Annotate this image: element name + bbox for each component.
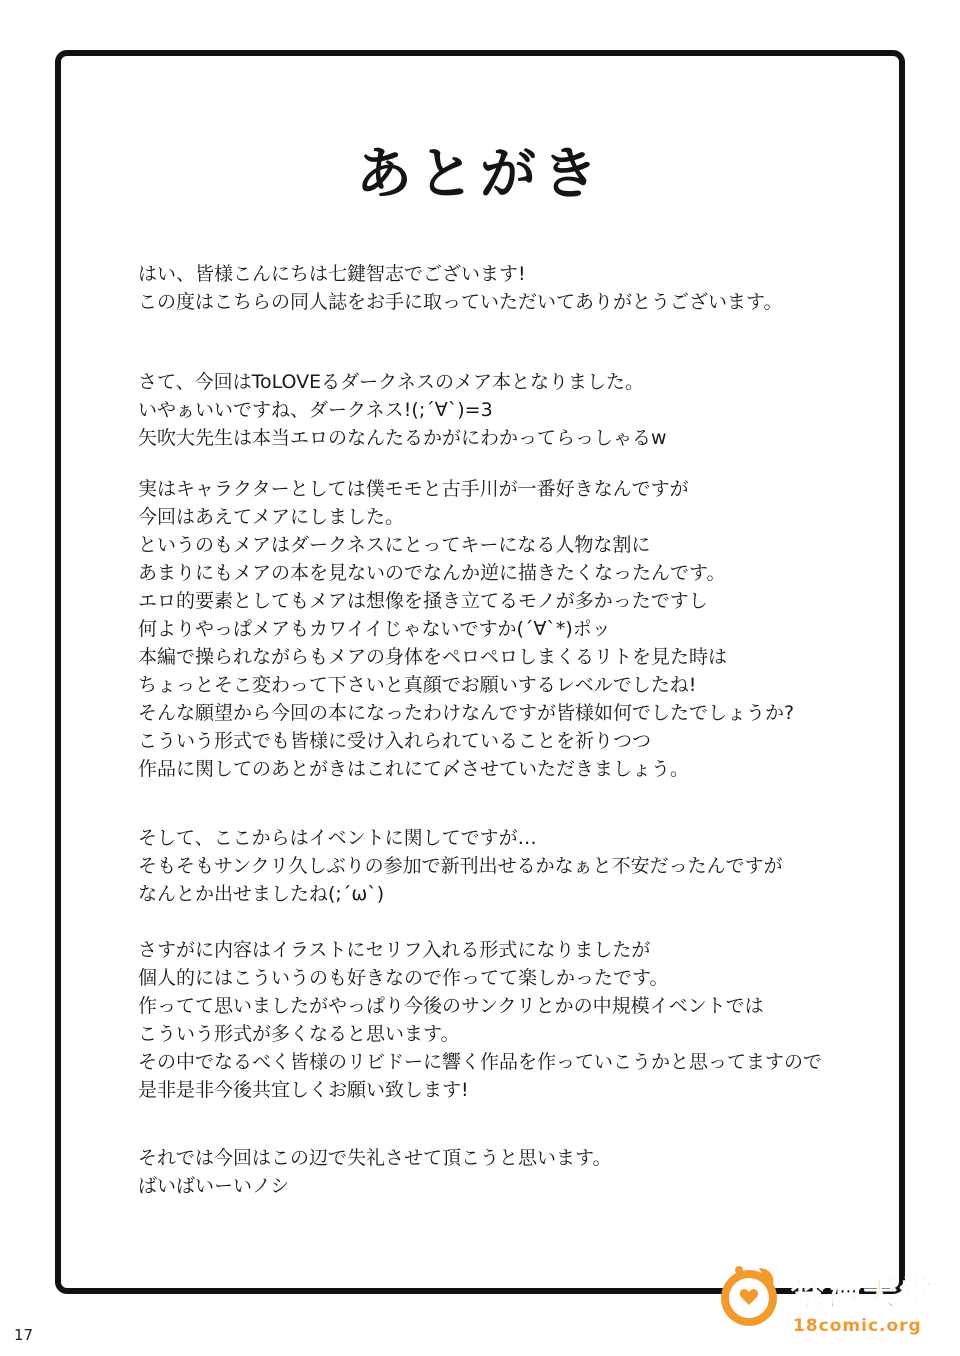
watermark-logo-icon	[715, 1262, 783, 1330]
page-frame	[55, 50, 905, 1294]
text-line: あまりにもメアの本を見ないのでなんか逆に描きたくなったんです。	[138, 562, 726, 584]
text-line: 是非是非今後共宜しくお願い致します!	[138, 1079, 469, 1101]
text-line: 作ってて思いましたがやっぱり今後のサンクリとかの中規模イベントでは	[138, 995, 764, 1017]
text-line: そして、ここからはイベントに関してですが…	[138, 827, 537, 849]
watermark-title: 禁漫天堂	[791, 1274, 935, 1314]
text-line: この度はこちらの同人誌をお手に取っていただいてありがとうございます。	[138, 291, 783, 313]
text-line: 実はキャラクターとしては僕モモと古手川が一番好きなんですが	[138, 478, 689, 500]
text-line: エロ的要素としてもメアは想像を掻き立てるモノが多かったですし	[138, 590, 708, 612]
text-line: ちょっとそこ変わって下さいと真顔でお願いするレベルでしたね!	[138, 674, 697, 696]
text-line: そもそもサンクリ久しぶりの参加で新刊出せるかなぁと不安だったんですが	[138, 855, 783, 877]
text-line: 作品に関してのあとがきはこれにて〆させていただきましょう。	[138, 758, 690, 780]
text-line: ばいばいーいノシ	[138, 1175, 290, 1197]
text-line: さすがに内容はイラストにセリフ入れる形式になりましたが	[138, 939, 651, 961]
text-line: こういう形式でも皆様に受け入れられていることを祈りつつ	[138, 730, 652, 752]
text-line: 今回はあえてメアにしました。	[138, 506, 405, 528]
text-line: さて、今回はToLOVEるダークネスのメア本となりました。	[138, 371, 644, 393]
page-title: あとがき	[356, 141, 604, 207]
watermark-subtitle: 18comic.org	[793, 1316, 922, 1336]
page-number: 17	[14, 1326, 34, 1344]
text-line: こういう形式が多くなると思います。	[138, 1023, 460, 1045]
text-line: そんな願望から今回の本になったわけなんですが皆様如何でしたでしょうか?	[138, 702, 795, 724]
watermark	[713, 1240, 953, 1350]
text-line: 個人的にはこういうのも好きなので作ってて楽しかったです。	[138, 967, 669, 989]
text-line: 何よりやっぱメアもカワイイじゃないですか(´∀`*)ポッ	[138, 618, 611, 640]
text-line: はい、皆様こんにちは七鍵智志でございます!	[138, 263, 526, 285]
text-line: それでは今回はこの辺で失礼させて頂こうと思います。	[138, 1147, 612, 1169]
text-line: 矢吹大先生は本当エロのなんたるかがにわかってらっしゃるw	[138, 427, 667, 449]
text-line: というのもメアはダークネスにとってキーになる人物な割に	[138, 534, 651, 556]
text-line: その中でなるべく皆様のリビドーに響く作品を作っていこうかと思ってますので	[138, 1051, 823, 1073]
text-line: なんとか出せましたね(;´ω`)	[138, 883, 385, 905]
text-line: 本編で操られながらもメアの身体をペロペロしまくるリトを見た時は	[138, 646, 728, 668]
text-line: いやぁいいですね、ダークネス!(;´∀`)=3	[138, 399, 493, 421]
